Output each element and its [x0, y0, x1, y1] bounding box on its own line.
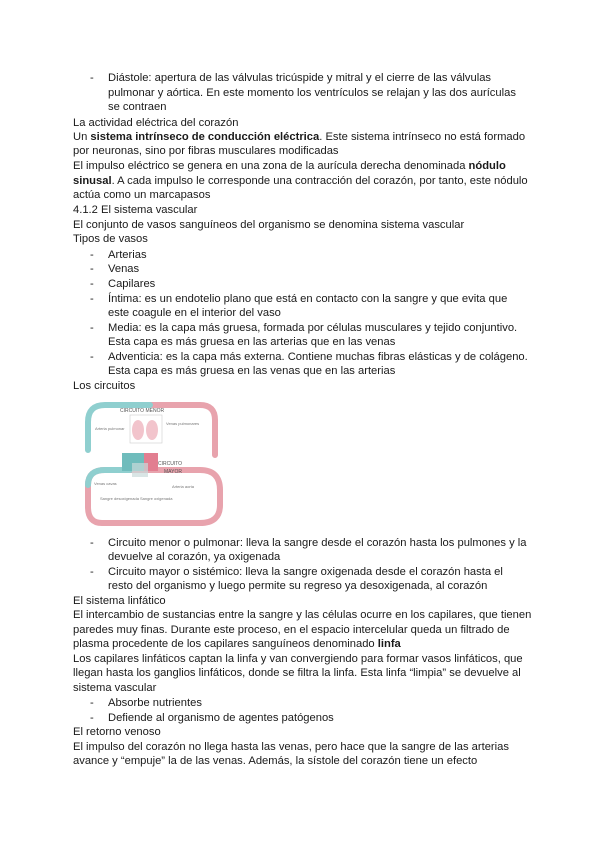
bullet-dash: -	[90, 263, 94, 275]
vessel-item-arterias: Arterias	[108, 249, 147, 261]
label-venas-pulmonares: Venas pulmonares	[166, 421, 200, 426]
lymph-item-nutrientes: Absorbe nutrientes	[108, 697, 202, 709]
circuit-item-menor-line-2: devuelve al corazón, ya oxigenada	[108, 551, 281, 563]
lymph-p2-line-2: llegan hasta los ganglios linfáticos, donde se filtra la linfa. Esta linfa “limpia” se devuelve al	[73, 667, 521, 679]
vessel-item-media: Media: es la capa más gruesa, formada por células musculares y tejido conjuntivo.	[108, 322, 518, 334]
circulation-diagram	[80, 395, 230, 530]
label-arteria-aorta: Arteria aorta	[172, 484, 195, 489]
bullet-dash: -	[90, 72, 94, 84]
bullet-dash: -	[90, 712, 94, 724]
lymph-p1-line-2: paredes muy finas. Durante este proceso, en el espacio intercelular queda un filtrado de	[73, 624, 510, 636]
diastole-line-3: se contraen	[108, 101, 167, 113]
electric-paragraph-2-line-2: sinusal. A cada impulso le corresponde una contracción del corazón, por tanto, este nódulo	[73, 175, 528, 187]
lymph-p2-line-1: Los capilares linfáticos captan la linfa y van convergiendo para formar vasos linfáticos, que	[73, 653, 523, 665]
vessel-item-adventicia: Adventicia: es la capa más externa. Contiene muchas fibras elásticas y de colágeno.	[108, 351, 528, 363]
venous-heading: El retorno venoso	[73, 726, 161, 738]
electric-paragraph-2-line-3: actúa como un marcapasos	[73, 189, 211, 201]
bullet-dash: -	[90, 249, 94, 261]
diastole-line-1: Diástole: apertura de las válvulas tricúspide y mitral y el cierre de las válvulas	[108, 72, 492, 84]
bullet-dash: -	[90, 322, 94, 334]
vascular-intro: El conjunto de vasos sanguíneos del organismo se denomina sistema vascular	[73, 219, 465, 231]
vessel-item-venas: Venas	[108, 263, 140, 275]
bullet-dash: -	[90, 697, 94, 709]
label-arteria-pulmonar: Arteria pulmonar	[95, 426, 125, 431]
bullet-dash: -	[90, 293, 94, 305]
electric-paragraph-1: Un sistema intrínseco de conducción eléctrica. Este sistema intrínseco no está formado	[73, 131, 526, 143]
bullet-dash: -	[90, 351, 94, 363]
heart-core	[132, 463, 148, 477]
lymph-item-defensa: Defiende al organismo de agentes patógenos	[108, 712, 334, 724]
lymph-heading: El sistema linfático	[73, 595, 166, 607]
label-mayor: MAYOR	[164, 469, 182, 475]
vessel-item-intima: Íntima: es un endotelio plano que está en contacto con la sangre y que evita que	[108, 293, 508, 305]
label-circuito: CIRCUITO	[158, 461, 183, 467]
vessel-item-capilares: Capilares	[108, 278, 156, 290]
label-sangre-oxigenada: Sangre oxigenada	[140, 496, 173, 501]
label-sangre-desoxigenada: Sangre desoxigenada	[100, 496, 139, 501]
circuit-item-mayor: Circuito mayor o sistémico: lleva la sangre oxigenada desde el corazón hasta el	[108, 566, 503, 578]
venous-line-2: avance y “empuje” la de las venas. Además, la sístole del corazón tiene un efecto	[73, 755, 478, 767]
electric-heading: La actividad eléctrica del corazón	[73, 117, 239, 129]
bullet-dash: -	[90, 537, 94, 549]
electric-paragraph-2: El impulso eléctrico se genera en una zona de la aurícula derecha denominada nódulo	[73, 160, 506, 172]
right-lung	[146, 420, 158, 440]
circuits-heading: Los circuitos	[73, 380, 136, 392]
label-circuito-menor: CIRCUITO MENOR	[120, 408, 165, 414]
left-lung	[132, 420, 144, 440]
circuit-item-menor: Circuito menor o pulmonar: lleva la sangre desde el corazón hasta los pulmones y la	[108, 537, 527, 549]
circuit-item-mayor-line-2: resto del organismo y luego permite su regreso ya desoxigenada, al corazón	[108, 580, 488, 592]
lymph-p1-line-1: El intercambio de sustancias entre la sangre y las células ocurre en los capilares, que tienen	[73, 609, 532, 621]
vessel-types-heading: Tipos de vasos	[73, 233, 148, 245]
vessel-item-adventicia-line-2: Esta capa es más gruesa en las venas que en las arterias	[108, 365, 396, 377]
lymph-p1-line-3: plasma procedente de los capilares sanguíneos denominado linfa	[73, 638, 401, 650]
diastole-line-2: pulmonar y aórtica. En este momento los ventrículos se relajan y las dos aurículas	[108, 87, 516, 99]
label-venas-cavas: Venas cavas	[94, 481, 117, 486]
bullet-dash: -	[90, 566, 94, 578]
lymph-p2-line-3: sistema vascular	[73, 682, 157, 694]
vessel-item-intima-line-2: este coagule en el interior del vaso	[108, 307, 281, 319]
venous-line-1: El impulso del corazón no llega hasta las venas, pero hace que la sangre de las arterias	[73, 741, 509, 753]
vessel-item-media-line-2: Esta capa es más gruesa en las arterias que en las venas	[108, 336, 396, 348]
electric-paragraph-1-line-2: por neuronas, sino por fibras musculares modificadas	[73, 145, 339, 157]
vascular-heading: 4.1.2 El sistema vascular	[73, 204, 198, 216]
bullet-dash: -	[90, 278, 94, 290]
